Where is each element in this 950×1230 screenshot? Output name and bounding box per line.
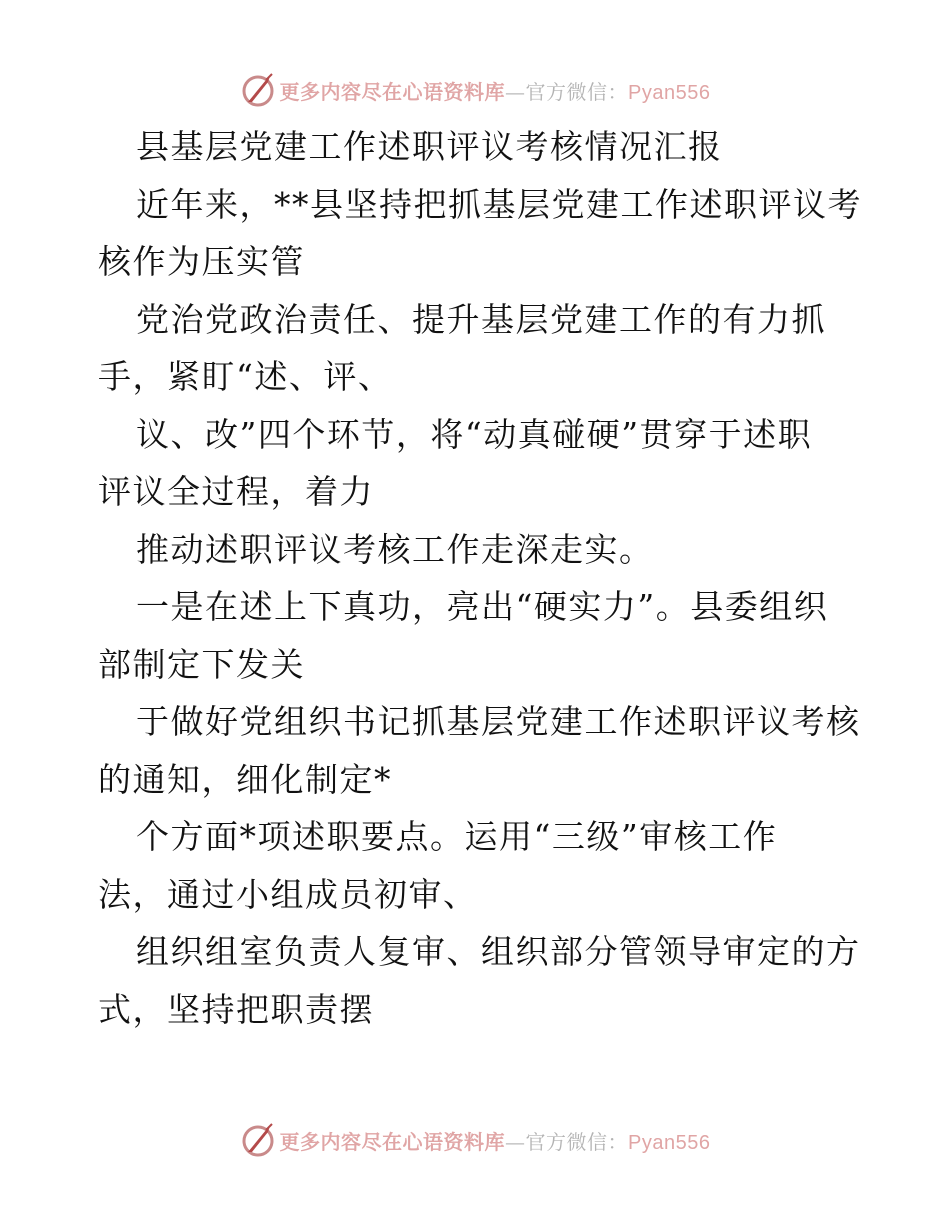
text-line: 组织组室负责人复审、组织部分管领导审定的方 xyxy=(136,932,861,971)
watermark-text xyxy=(280,76,711,105)
watermark-dash: — xyxy=(505,79,526,104)
text-line: 个方面*项述职要点。运用“三级”审核工作 xyxy=(136,817,778,856)
watermark-dash: — xyxy=(505,1129,526,1154)
watermark-sub: 官方微信： xyxy=(525,1129,629,1154)
quill-logo-icon xyxy=(240,1122,276,1158)
text-line: 一是在述上下真功，亮出“硬实力”。县委组织 xyxy=(136,587,829,626)
text-line: 党治党政治责任、提升基层党建工作的有力抓 xyxy=(136,299,826,339)
text-line: 法，通过小组成员初审、 xyxy=(98,874,478,914)
watermark-main: 更多内容尽在心语资料库 xyxy=(279,79,506,104)
header-watermark xyxy=(0,70,950,110)
text-line: 的通知，细化制定* xyxy=(98,759,392,799)
quill-logo-icon xyxy=(240,72,276,108)
text-line: 于做好党组织书记抓基层党建工作述职评议考核 xyxy=(136,702,861,741)
text-line: 手，紧盯“述、评、 xyxy=(98,357,393,396)
watermark-id: Pyan556 xyxy=(628,1131,711,1154)
watermark-text xyxy=(280,1126,711,1155)
document-body xyxy=(98,118,862,1038)
text-line: 核作为压实管 xyxy=(98,242,305,281)
text-line: 部制定下发关 xyxy=(98,644,305,684)
watermark-main: 更多内容尽在心语资料库 xyxy=(279,1129,506,1154)
document-title: 县基层党建工作述职评议考核情况汇报 xyxy=(136,127,723,166)
text-line: 推动述职评议考核工作走深走实。 xyxy=(136,529,654,569)
text-line: 评议全过程，着力 xyxy=(98,472,374,511)
text-line: 近年来，**县坚持把抓基层党建工作述职评议考 xyxy=(136,184,862,224)
text-line: 式，坚持把职责摆 xyxy=(98,989,374,1029)
text-line: 议、改”四个环节，将“动真碰硬”贯穿于述职 xyxy=(136,414,813,454)
watermark-sub: 官方微信： xyxy=(525,79,629,104)
watermark-id: Pyan556 xyxy=(628,81,711,104)
footer-watermark xyxy=(0,1120,950,1160)
